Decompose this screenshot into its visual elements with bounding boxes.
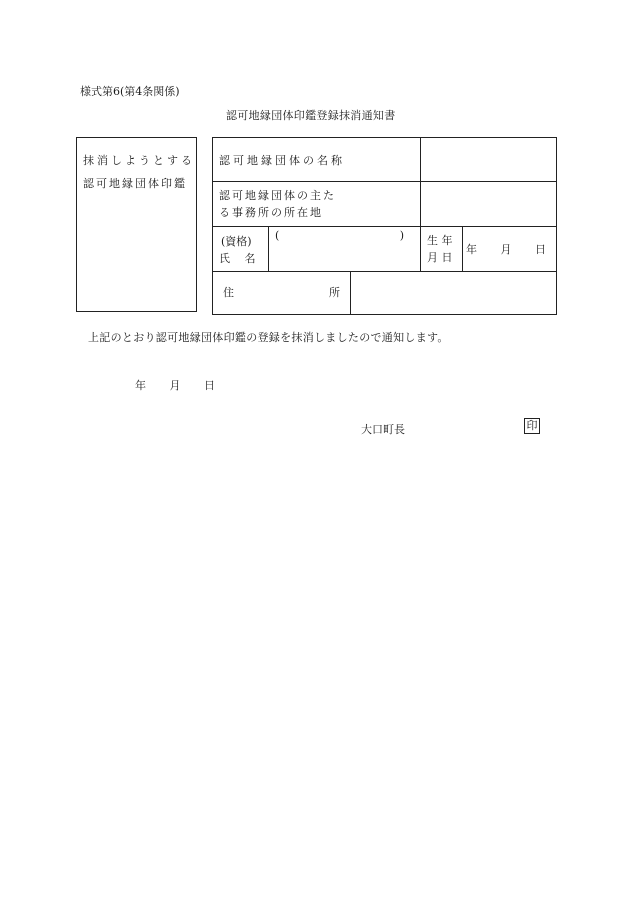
- notification-body-text: 上記のとおり認可地縁団体印鑑の登録を抹消しましたので通知します。: [88, 331, 449, 344]
- group-name-row: [213, 138, 557, 182]
- address-label-left: 住: [223, 286, 234, 299]
- qualification-paren-open: (: [275, 229, 280, 242]
- mayor-title: 大口町長: [361, 423, 405, 436]
- group-name-value: [421, 138, 557, 182]
- qualification-label: (資格): [221, 235, 252, 248]
- representative-name-label: [213, 227, 269, 272]
- birth-label-line2: 月 日: [427, 251, 453, 264]
- birth-date-label: [421, 227, 463, 272]
- registration-table: [212, 137, 557, 315]
- issue-date: 年 月 日: [135, 379, 215, 392]
- address-value: [351, 272, 557, 315]
- seal-box-label-line1: 抹消しようとする: [83, 154, 195, 167]
- office-address-value: [421, 182, 557, 227]
- office-label-line1: 認可地縁団体の主た: [219, 189, 336, 202]
- office-row: [213, 182, 557, 227]
- address-row: [213, 272, 557, 315]
- document-title: 認可地縁団体印鑑登録抹消通知書: [226, 109, 396, 122]
- name-label: 氏 名: [219, 252, 256, 265]
- seal-to-cancel-box: [76, 137, 197, 312]
- address-label-right: 所: [329, 286, 340, 299]
- group-name-label: 認可地縁団体の名称: [213, 138, 421, 182]
- seal-box-label-line2: 認可地縁団体印鑑: [83, 177, 187, 190]
- representative-row: [213, 227, 557, 272]
- form-number-label: 様式第6(第4条関係): [80, 85, 180, 98]
- birth-label-line1: 生 年: [427, 234, 453, 247]
- qualification-paren-close: ): [399, 229, 405, 242]
- office-address-label: [213, 182, 421, 227]
- representative-name-value: [269, 227, 421, 272]
- address-label: [213, 272, 351, 315]
- seal-mark: 印: [524, 418, 540, 434]
- birth-date-value: 年 月 日: [463, 227, 557, 272]
- office-label-line2: る事務所の所在地: [219, 206, 323, 219]
